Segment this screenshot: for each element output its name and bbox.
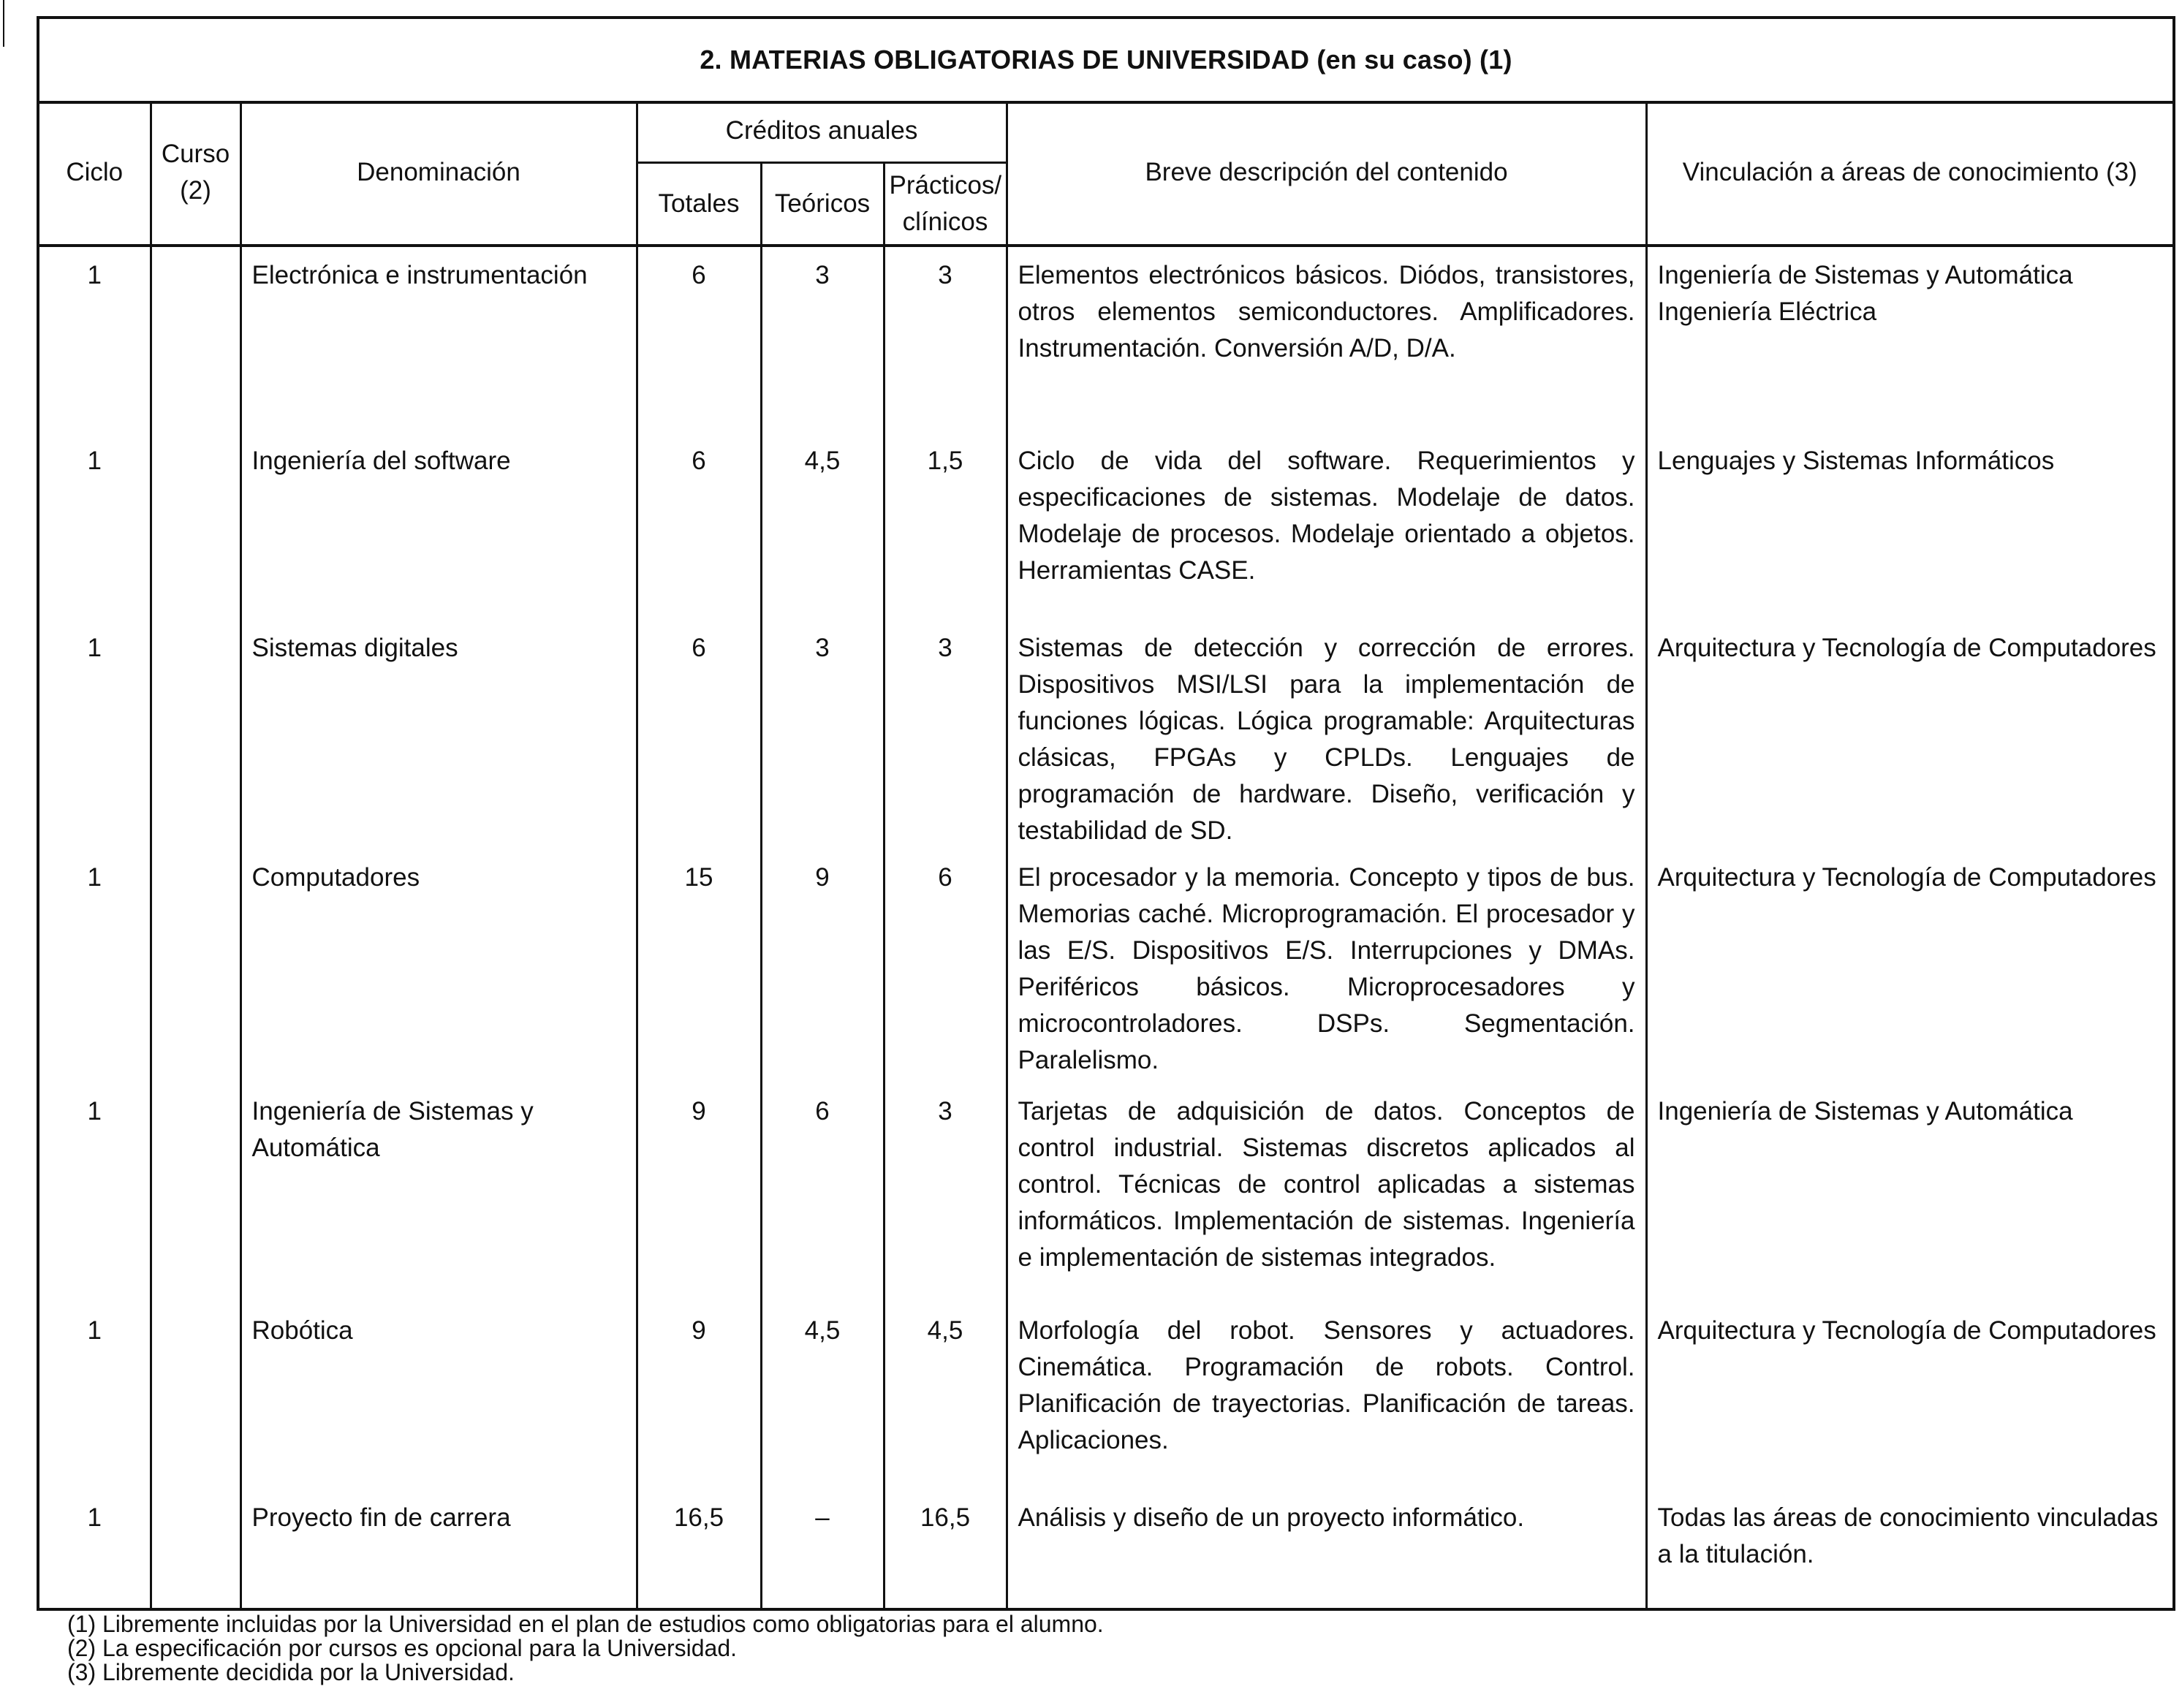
cell-vinculacion: Arquitectura y Tecnología de Computadores [1646, 620, 2172, 849]
header-ciclo: Ciclo [39, 101, 151, 246]
footnote-2: (2) La especificación por cursos es opcional para la Universidad. [67, 1635, 738, 1661]
cell-denominacion: Robótica [240, 1302, 637, 1489]
cell-practicos: 3 [884, 246, 1007, 433]
table-row [39, 620, 2172, 849]
cell-ciclo: 1 [39, 620, 151, 849]
table-row [39, 1489, 2172, 1609]
margin-mark [3, 0, 4, 47]
cell-descripcion: Análisis y diseño de un proyecto informático. [1007, 1489, 1646, 1609]
cell-teoricos: 3 [761, 246, 884, 433]
cell-ciclo: 1 [39, 849, 151, 1083]
cell-descripcion: El procesador y la memoria. Concepto y tipos de bus. Memorias caché. Microprogramación. El procesador y las E/S. Dispositivos E/S. Interrupciones y DMAs. Periféricos básicos. Microprocesadores y microcontroladores. DSPs. Segmentación. Paralelismo. [1007, 849, 1646, 1083]
footnote-3: (3) Libremente decidida por la Universidad. [67, 1659, 515, 1685]
cell-practicos: 3 [884, 1083, 1007, 1302]
cell-ciclo: 1 [39, 433, 151, 620]
cell-descripcion: Morfología del robot. Sensores y actuadores. Cinemática. Programación de robots. Control. Planificación de trayectorias. Planificación de tareas. Aplicaciones. [1007, 1302, 1646, 1489]
cell-ciclo: 1 [39, 1489, 151, 1609]
table-row [39, 246, 2172, 433]
cell-practicos: 4,5 [884, 1302, 1007, 1489]
cell-curso [151, 246, 240, 433]
footnotes [67, 1612, 1104, 1685]
cell-denominacion: Ingeniería del software [240, 433, 637, 620]
cell-ciclo: 1 [39, 1302, 151, 1489]
cell-teoricos: 4,5 [761, 433, 884, 620]
cell-teoricos: – [761, 1489, 884, 1609]
cell-curso [151, 433, 240, 620]
cell-curso [151, 620, 240, 849]
header-curso: Curso (2) [151, 101, 240, 246]
cell-denominacion: Ingeniería de Sistemas y Automática [240, 1083, 637, 1302]
cell-denominacion: Electrónica e instrumentación [240, 246, 637, 433]
cell-denominacion: Computadores [240, 849, 637, 1083]
cell-vinculacion: Arquitectura y Tecnología de Computadores [1646, 849, 2172, 1083]
cell-curso [151, 1302, 240, 1489]
cell-descripcion: Ciclo de vida del software. Requerimientos y especificaciones de sistemas. Modelaje de datos. Modelaje de procesos. Modelaje orientado a objetos. Herramientas CASE. [1007, 433, 1646, 620]
subjects-table [39, 101, 2172, 1609]
cell-totales: 15 [637, 849, 761, 1083]
header-vinculacion: Vinculación a áreas de conocimiento (3) [1646, 101, 2172, 246]
table-row [39, 849, 2172, 1083]
cell-vinculacion: Ingeniería de Sistemas y Automática Ingeniería Eléctrica [1646, 246, 2172, 433]
table-row [39, 1083, 2172, 1302]
cell-totales: 6 [637, 620, 761, 849]
cell-practicos: 3 [884, 620, 1007, 849]
header-descripcion: Breve descripción del contenido [1007, 101, 1646, 246]
header-creditos-anuales: Créditos anuales [637, 101, 1007, 162]
cell-descripcion: Tarjetas de adquisición de datos. Conceptos de control industrial. Sistemas discretos aplicados al control. Técnicas de control aplicadas a sistemas informáticos. Implementación de sistemas. Ingeniería e implementación de sistemas integrados. [1007, 1083, 1646, 1302]
cell-vinculacion: Lenguajes y Sistemas Informáticos [1646, 433, 2172, 620]
header-totales: Totales [637, 162, 761, 246]
header-teoricos: Teóricos [761, 162, 884, 246]
cell-vinculacion: Todas las áreas de conocimiento vinculadas a la titulación. [1646, 1489, 2172, 1609]
cell-totales: 9 [637, 1083, 761, 1302]
cell-teoricos: 4,5 [761, 1302, 884, 1489]
cell-totales: 9 [637, 1302, 761, 1489]
cell-curso [151, 1083, 240, 1302]
cell-ciclo: 1 [39, 1083, 151, 1302]
cell-descripcion: Elementos electrónicos básicos. Diódos, transistores, otros elementos semiconductores. Amplificadores. Instrumentación. Conversión A/D, D/A. [1007, 246, 1646, 433]
cell-teoricos: 3 [761, 620, 884, 849]
footnote-1: (1) Libremente incluidas por la Universidad en el plan de estudios como obligatorias para el alumno. [67, 1611, 1104, 1637]
cell-denominacion: Proyecto fin de carrera [240, 1489, 637, 1609]
cell-teoricos: 9 [761, 849, 884, 1083]
cell-totales: 16,5 [637, 1489, 761, 1609]
cell-practicos: 1,5 [884, 433, 1007, 620]
cell-totales: 6 [637, 246, 761, 433]
cell-teoricos: 6 [761, 1083, 884, 1302]
cell-curso [151, 849, 240, 1083]
cell-descripcion: Sistemas de detección y corrección de errores. Dispositivos MSI/LSI para la implementación de funciones lógicas. Lógica programable: Arquitecturas clásicas, FPGAs y CPLDs. Lenguajes de programación de hardware. Diseño, verificación y testabilidad de SD. [1007, 620, 1646, 849]
cell-practicos: 6 [884, 849, 1007, 1083]
cell-ciclo: 1 [39, 246, 151, 433]
cell-vinculacion: Arquitectura y Tecnología de Computadores [1646, 1302, 2172, 1489]
header-practicos: Prácticos/ clínicos [884, 162, 1007, 246]
cell-vinculacion: Ingeniería de Sistemas y Automática [1646, 1083, 2172, 1302]
header-denominacion: Denominación [240, 101, 637, 246]
cell-practicos: 16,5 [884, 1489, 1007, 1609]
table-row [39, 433, 2172, 620]
cell-denominacion: Sistemas digitales [240, 620, 637, 849]
table-row [39, 1302, 2172, 1489]
subjects-table-frame [37, 16, 2175, 1611]
table-title: 2. MATERIAS OBLIGATORIAS DE UNIVERSIDAD (en su caso) (1) [39, 19, 2172, 104]
cell-totales: 6 [637, 433, 761, 620]
cell-curso [151, 1489, 240, 1609]
